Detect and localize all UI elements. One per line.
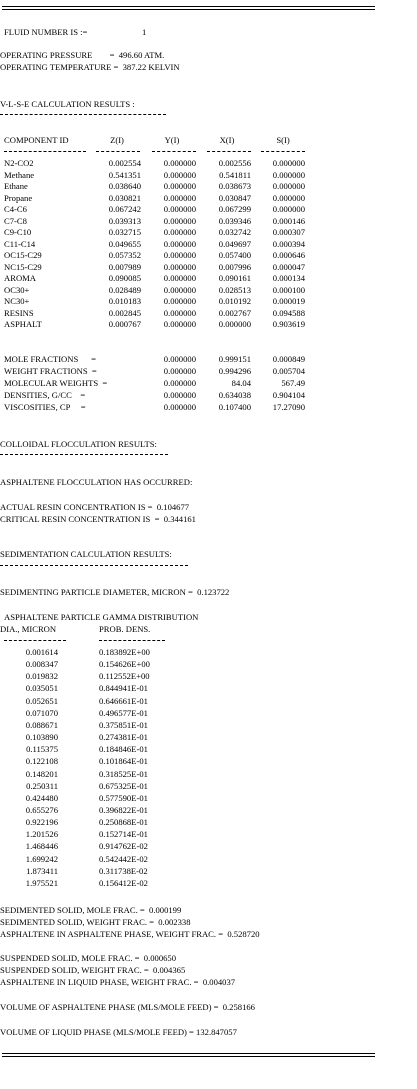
vlse-value: 0.028489 — [108, 284, 141, 295]
sedimentation-title-underline — [0, 565, 188, 566]
vlse-property-label: DENSITIES, G/CC = — [4, 390, 86, 400]
vlse-value: 0.002845 — [108, 307, 141, 318]
gamma-prob-dens-value: 0.250868E-01 — [99, 817, 148, 828]
vlse-component-name: C11-C14 — [4, 238, 36, 249]
vlse-value: 0.067242 — [108, 204, 141, 214]
gamma-prob-dens-value: 0.577590E-01 — [99, 792, 148, 803]
vlse-value: 0.000646 — [272, 250, 305, 260]
vlse-value: 0.000000 — [163, 192, 196, 203]
vlse-value: 0.000000 — [163, 307, 196, 318]
vlse-value: 0.541811 — [219, 169, 251, 180]
vlse-header-component: COMPONENT ID — [4, 135, 69, 145]
vlse-component-name: AROMA — [4, 273, 36, 283]
vlse-property-value: 567.49 — [281, 378, 305, 388]
gamma-prob-dens-value: 0.152714E-01 — [99, 829, 148, 840]
operating-pressure: OPERATING PRESSURE = 496.60 ATM. — [0, 50, 165, 60]
vlse-property-value: 0.000000 — [163, 402, 196, 412]
vlse-header-underline — [207, 151, 251, 152]
vlse-value: 0.049655 — [108, 238, 141, 249]
gamma-prob-dens-value: 0.154626E+00 — [99, 659, 150, 670]
operating-temperature: OPERATING TEMPERATURE = 387.22 KELVIN — [0, 62, 180, 72]
gamma-prob-dens-value: 0.156412E-02 — [99, 877, 148, 888]
gamma-prob-dens-value: 0.101864E-01 — [99, 756, 148, 767]
vlse-value: 0.000000 — [272, 192, 305, 203]
sedimentation-title: SEDIMENTATION CALCULATION RESULTS: — [0, 549, 172, 559]
vlse-component-name: Methane — [4, 169, 35, 180]
vlse-value: 0.028513 — [218, 284, 251, 295]
vlse-property-value: 84.04 — [231, 378, 251, 388]
vlse-value: 0.039346 — [218, 215, 251, 226]
vlse-component-name: ASPHALT — [4, 319, 42, 329]
vlse-value: 0.000100 — [272, 284, 305, 295]
gamma-prob-dens-value: 0.496577E-01 — [99, 707, 148, 718]
vlse-value: 0.000394 — [272, 238, 305, 249]
vlse-value: 0.000000 — [163, 296, 196, 306]
vlse-value: 0.000000 — [163, 238, 196, 249]
vlse-value: 0.000307 — [272, 227, 305, 237]
vlse-property-value: 17.27090 — [272, 402, 305, 412]
vlse-component-name: Propane — [4, 192, 33, 203]
vlse-value: 0.000000 — [163, 158, 196, 168]
vlse-value: 0.030821 — [108, 192, 141, 203]
vlse-value: 0.000000 — [163, 261, 196, 272]
actual-resin-concentration: ACTUAL RESIN CONCENTRATION IS = 0.104677 — [0, 502, 190, 512]
vlse-value: 0.090085 — [108, 273, 141, 283]
vlse-component-name: Ethane — [4, 181, 28, 191]
vlse-value: 0.000000 — [163, 204, 196, 214]
vlse-value: 0.039313 — [108, 215, 141, 226]
gamma-prob-dens-value: 0.646661E-01 — [99, 695, 148, 706]
vlse-header-col: X(I) — [219, 135, 235, 145]
gamma-prob-dens-value: 0.542442E-02 — [99, 853, 148, 864]
vlse-value: 0.002556 — [218, 158, 251, 168]
vlse-component-name: NC30+ — [4, 296, 30, 306]
gamma-diameter-value: 0.122108 — [25, 756, 58, 767]
gamma-prob-dens-value: 0.311738E-02 — [99, 865, 148, 876]
vlse-property-value: 0.005704 — [272, 366, 305, 376]
vlse-value: 0.000000 — [163, 250, 196, 260]
fluid-number-value: 1 — [142, 27, 147, 37]
gamma-diameter-value: 0.035051 — [25, 683, 58, 694]
bottom-double-rule — [2, 1053, 375, 1057]
vlse-component-name: C7-C8 — [4, 215, 27, 226]
vlse-property-value: 0.000000 — [163, 390, 196, 400]
vlse-value: 0.057400 — [218, 250, 251, 260]
gamma-diameter-value: 0.250311 — [26, 780, 58, 791]
vlse-value: 0.000000 — [163, 273, 196, 283]
vlse-value: 0.007996 — [218, 261, 251, 272]
gamma-diameter-value: 0.655276 — [25, 804, 58, 815]
vlse-property-value: 0.999151 — [218, 354, 251, 364]
vlse-component-name: OC15-C29 — [4, 250, 42, 260]
vlse-property-value: 0.634038 — [218, 390, 251, 400]
vlse-value: 0.010183 — [108, 296, 141, 306]
vlse-value: 0.032742 — [218, 227, 251, 237]
gamma-diameter-value: 0.922196 — [25, 817, 58, 828]
vlse-property-value: 0.107400 — [218, 402, 251, 412]
gamma-prob-dens-value: 0.184846E-01 — [99, 744, 148, 755]
vlse-value: 0.000000 — [163, 284, 196, 295]
vlse-value: 0.000767 — [108, 319, 141, 329]
volume-asphaltene-phase: VOLUME OF ASPHALTENE PHASE (MLS/MOLE FEED) = 0.258166 — [0, 1002, 255, 1012]
asphaltene-in-liquid-phase: ASPHALTENE IN LIQUID PHASE, WEIGHT FRAC. = 0.004037 — [0, 977, 236, 987]
vlse-property-label: WEIGHT FRACTIONS = — [4, 366, 97, 376]
gamma-diameter-value: 1.873411 — [26, 865, 58, 876]
gamma-diameter-value: 0.103890 — [25, 732, 58, 743]
gamma-distribution-title: ASPHALTENE PARTICLE GAMMA DISTRIBUTION — [4, 612, 199, 622]
vlse-value: 0.000000 — [163, 227, 196, 237]
vlse-property-value: 0.000849 — [272, 354, 305, 364]
vlse-property-value: 0.000000 — [163, 366, 196, 376]
vlse-property-value: 0.994296 — [218, 366, 251, 376]
gamma-prob-dens-value: 0.396822E-01 — [99, 804, 148, 815]
vlse-value: 0.000019 — [272, 296, 305, 306]
gamma-prob-dens-value: 0.844941E-01 — [99, 683, 148, 694]
vlse-header-col: Y(I) — [164, 135, 180, 145]
vlse-value: 0.057352 — [108, 250, 141, 260]
vlse-header-underline — [152, 151, 196, 152]
vlse-title-underline — [0, 114, 166, 115]
gamma-prob-dens-value: 0.183892E+00 — [99, 647, 150, 657]
vlse-value: 0.007989 — [108, 261, 141, 272]
vlse-value: 0.000000 — [272, 169, 305, 180]
vlse-header-underline — [261, 151, 305, 152]
vlse-value: 0.049697 — [218, 238, 251, 249]
vlse-title: V-L-S-E CALCULATION RESULTS : — [0, 99, 135, 109]
gamma-diameter-value: 0.001614 — [25, 647, 58, 657]
gamma-prob-dens-value: 0.112552E+00 — [99, 671, 150, 682]
vlse-value: 0.000000 — [163, 319, 196, 329]
vlse-value: 0.010192 — [218, 296, 251, 306]
gamma-diameter-value: 0.008347 — [25, 659, 58, 670]
vlse-value: 0.038673 — [218, 181, 251, 191]
vlse-value: 0.030847 — [218, 192, 251, 203]
vlse-header-underline — [4, 151, 86, 152]
vlse-value: 0.000000 — [218, 319, 251, 329]
vlse-value: 0.002767 — [218, 307, 251, 318]
vlse-value: 0.000000 — [272, 181, 305, 191]
sedimented-solid-weight-frac: SEDIMENTED SOLID, WEIGHT FRAC. = 0.002338 — [0, 917, 191, 927]
gamma-prob-dens-value: 0.274381E-01 — [99, 732, 148, 743]
gamma-diameter-value: 0.148201 — [25, 768, 58, 779]
vlse-value: 0.000146 — [272, 215, 305, 226]
gamma-prob-dens-value: 0.675325E-01 — [99, 780, 148, 791]
gamma-diameter-value: 0.115375 — [26, 744, 58, 755]
vlse-value: 0.000000 — [272, 204, 305, 214]
vlse-component-name: OC30+ — [4, 284, 30, 295]
gamma-diameter-value: 1.699242 — [25, 853, 58, 864]
volume-liquid-phase: VOLUME OF LIQUID PHASE (MLS/MOLE FEED) = 132.847057 — [0, 1027, 237, 1037]
vlse-value: 0.541351 — [108, 169, 141, 180]
colloidal-title-underline — [0, 454, 168, 455]
gamma-diameter-value: 1.975521 — [25, 877, 58, 888]
top-double-rule — [2, 6, 375, 10]
sedimented-solid-mole-frac: SEDIMENTED SOLID, MOLE FRAC. = 0.000199 — [0, 905, 182, 915]
vlse-value: 0.903619 — [272, 319, 305, 329]
gamma-diameter-value: 0.424480 — [25, 792, 58, 803]
vlse-value: 0.000000 — [272, 158, 305, 168]
gamma-diameter-value: 1.468446 — [25, 841, 58, 852]
vlse-value: 0.000047 — [272, 261, 305, 272]
fluid-number-label: FLUID NUMBER IS := — [4, 27, 88, 37]
vlse-value: 0.094588 — [272, 307, 305, 318]
gamma-diameter-value: 0.019832 — [25, 671, 58, 682]
vlse-property-label: MOLE FRACTIONS = — [4, 354, 96, 364]
asphaltene-in-asphaltene-phase: ASPHALTENE IN ASPHALTENE PHASE, WEIGHT FRAC. = 0.528720 — [0, 929, 260, 939]
gamma-header-underline — [99, 640, 165, 641]
suspended-solid-mole-frac: SUSPENDED SOLID, MOLE FRAC. = 0.000650 — [0, 953, 177, 963]
vlse-property-label: VISCOSITIES, CP = — [4, 402, 86, 412]
gamma-header-diameter: DIA., MICRON — [0, 624, 57, 634]
vlse-component-name: NC15-C29 — [4, 261, 42, 272]
vlse-component-name: RESINS — [4, 307, 34, 318]
gamma-header-prob-dens: PROB. DENS. — [99, 624, 151, 634]
gamma-diameter-value: 0.071070 — [25, 707, 58, 718]
vlse-value: 0.032715 — [108, 227, 141, 237]
gamma-prob-dens-value: 0.914762E-02 — [99, 841, 148, 852]
vlse-component-name: C4-C6 — [4, 204, 27, 214]
gamma-prob-dens-value: 0.318525E-01 — [99, 768, 148, 779]
vlse-value: 0.000000 — [163, 181, 196, 191]
vlse-component-name: N2-CO2 — [4, 158, 34, 168]
flocculation-occurred: ASPHALTENE FLOCCULATION HAS OCCURRED: — [0, 477, 193, 487]
vlse-value: 0.002554 — [108, 158, 141, 168]
colloidal-title: COLLOIDAL FLOCCULATION RESULTS: — [0, 439, 157, 449]
gamma-diameter-value: 0.052651 — [25, 695, 58, 706]
sedimenting-particle-diameter: SEDIMENTING PARTICLE DIAMETER, MICRON = 0.123722 — [0, 587, 230, 597]
gamma-diameter-value: 1.201526 — [25, 829, 58, 840]
vlse-property-value: 0.000000 — [163, 378, 196, 388]
vlse-value: 0.000134 — [272, 273, 305, 283]
gamma-prob-dens-value: 0.375851E-01 — [99, 719, 148, 730]
vlse-value: 0.000000 — [163, 169, 196, 180]
vlse-header-col: Z(I) — [110, 135, 124, 145]
vlse-header-col: S(I) — [276, 135, 290, 145]
vlse-property-value: 0.904104 — [272, 390, 305, 400]
vlse-component-name: C9-C10 — [4, 227, 32, 237]
critical-resin-concentration: CRITICAL RESIN CONCENTRATION IS = 0.344161 — [0, 514, 196, 524]
vlse-property-label: MOLECULAR WEIGHTS = — [4, 378, 108, 388]
suspended-solid-weight-frac: SUSPENDED SOLID, WEIGHT FRAC. = 0.004365 — [0, 965, 186, 975]
gamma-header-underline — [4, 640, 66, 641]
vlse-header-underline — [96, 151, 140, 152]
vlse-value: 0.000000 — [163, 215, 196, 226]
vlse-value: 0.038640 — [108, 181, 141, 191]
vlse-value: 0.067299 — [218, 204, 251, 214]
gamma-diameter-value: 0.088671 — [25, 719, 58, 730]
vlse-property-value: 0.000000 — [163, 354, 196, 364]
vlse-value: 0.090161 — [218, 273, 251, 283]
